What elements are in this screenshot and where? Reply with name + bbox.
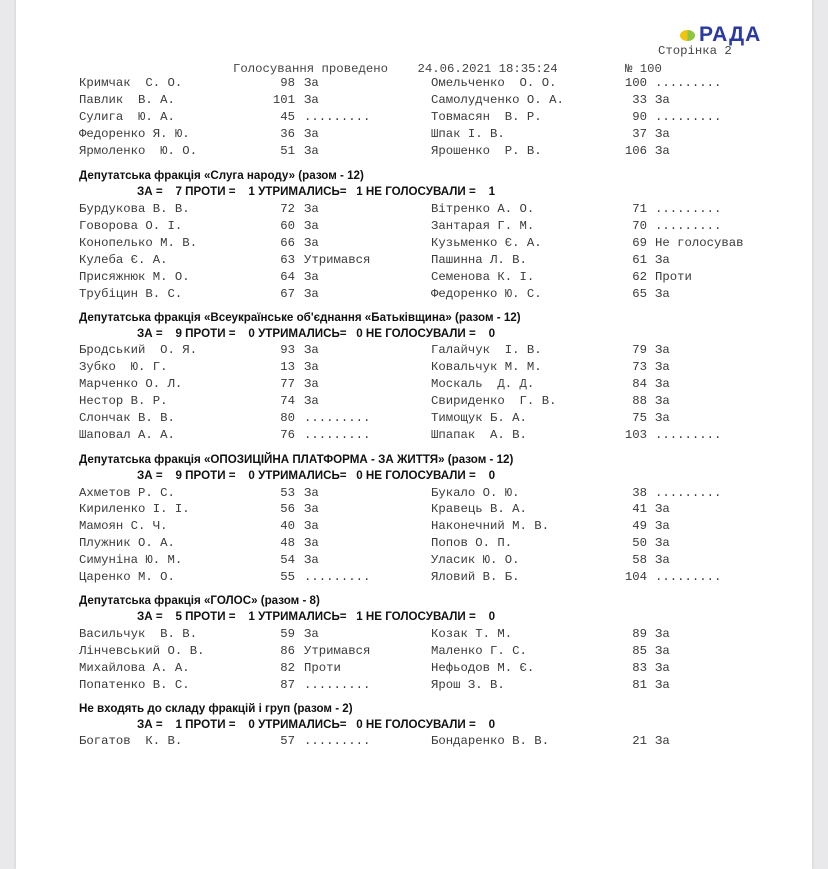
- deputy-vote: За: [655, 519, 670, 533]
- deputy-vote: За: [655, 144, 670, 158]
- deputy-seat-number: 60: [280, 219, 295, 233]
- deputy-vote: За: [304, 502, 319, 516]
- deputy-vote: За: [304, 519, 319, 533]
- deputy-name: Зубко Ю. Г.: [79, 360, 168, 374]
- deputy-vote: За: [655, 502, 670, 516]
- deputy-name: Нестор В. Р.: [79, 394, 168, 408]
- deputy-seat-number: 64: [280, 270, 295, 284]
- deputy-seat-number: 45: [280, 110, 295, 124]
- deputy-vote: За: [304, 343, 319, 357]
- deputy-name: Бродський О. Я.: [79, 343, 198, 357]
- deputy-name: Сулига Ю. А.: [79, 110, 175, 124]
- deputy-vote: За: [655, 360, 670, 374]
- deputy-seat-number: 104: [624, 570, 647, 584]
- faction-title: Не входять до складу фракцій і груп (разом - 2): [79, 702, 353, 715]
- deputy-vote: За: [304, 287, 319, 301]
- deputy-name: Ярошенко Р. В.: [431, 144, 542, 158]
- vote-results-page: [16, 0, 812, 869]
- deputy-seat-number: 40: [280, 519, 295, 533]
- deputy-vote: За: [655, 536, 670, 550]
- deputy-vote: За: [655, 411, 670, 425]
- deputy-vote: Утримався: [304, 644, 371, 658]
- deputy-name: Мамоян С. Ч.: [79, 519, 168, 533]
- deputy-seat-number: 69: [632, 236, 647, 250]
- deputy-seat-number: 13: [280, 360, 295, 374]
- deputy-name: Плужник О. А.: [79, 536, 175, 550]
- deputy-seat-number: 100: [624, 76, 647, 90]
- faction-title: Депутатська фракція «Слуга народу» (разом - 12): [79, 169, 364, 182]
- page-number: Сторінка 2: [658, 44, 732, 58]
- deputy-vote: За: [655, 93, 670, 107]
- deputy-vote: За: [304, 144, 319, 158]
- deputy-name: Попов О. П.: [431, 536, 513, 550]
- deputy-name: Кириленко І. І.: [79, 502, 190, 516]
- deputy-seat-number: 51: [280, 144, 295, 158]
- faction-vote-summary: ЗА = 9 ПРОТИ = 0 УТРИМАЛИСЬ= 0 НЕ ГОЛОСУВАЛИ = 0: [137, 469, 496, 482]
- deputy-vote: За: [304, 377, 319, 391]
- deputy-name: Присяжнюк М. О.: [79, 270, 190, 284]
- deputy-name: Самолудченко О. А.: [431, 93, 564, 107]
- deputy-vote: За: [655, 287, 670, 301]
- deputy-vote: .........: [304, 428, 371, 442]
- deputy-vote: .........: [655, 570, 722, 584]
- faction-vote-summary: ЗА = 1 ПРОТИ = 0 УТРИМАЛИСЬ= 0 НЕ ГОЛОСУВАЛИ = 0: [137, 718, 496, 731]
- deputy-seat-number: 48: [280, 536, 295, 550]
- logo-emblem-icon: [680, 30, 695, 41]
- faction-title: Депутатська фракція «ОПОЗИЦІЙНА ПЛАТФОРМА - ЗА ЖИТТЯ» (разом - 12): [79, 453, 514, 466]
- deputy-name: Яловий В. Б.: [431, 570, 520, 584]
- deputy-seat-number: 87: [280, 678, 295, 692]
- deputy-seat-number: 85: [632, 644, 647, 658]
- deputy-seat-number: 50: [632, 536, 647, 550]
- deputy-seat-number: 57: [280, 734, 295, 748]
- deputy-vote: .........: [304, 678, 371, 692]
- deputy-name: Козак Т. М.: [431, 627, 513, 641]
- deputy-vote: .........: [304, 411, 371, 425]
- deputy-name: Бурдукова В. В.: [79, 202, 190, 216]
- deputy-name: Москаль Д. Д.: [431, 377, 535, 391]
- deputy-name: Говорова О. І.: [79, 219, 183, 233]
- deputy-vote: .........: [655, 202, 722, 216]
- deputy-name: Товмасян В. Р.: [431, 110, 542, 124]
- deputy-name: Царенко М. О.: [79, 570, 175, 584]
- deputy-vote: .........: [655, 110, 722, 124]
- deputy-seat-number: 80: [280, 411, 295, 425]
- deputy-vote: Проти: [655, 270, 692, 284]
- deputy-seat-number: 88: [632, 394, 647, 408]
- deputy-vote: За: [655, 127, 670, 141]
- deputy-vote: .........: [304, 570, 371, 584]
- deputy-vote: За: [304, 270, 319, 284]
- deputy-vote: За: [304, 553, 319, 567]
- deputy-name: Кравець В. А.: [431, 502, 527, 516]
- deputy-seat-number: 89: [632, 627, 647, 641]
- deputy-seat-number: 82: [280, 661, 295, 675]
- deputy-name: Павлик В. А.: [79, 93, 175, 107]
- deputy-name: Ахметов Р. С.: [79, 486, 175, 500]
- deputy-seat-number: 76: [280, 428, 295, 442]
- deputy-vote: .........: [655, 76, 722, 90]
- deputy-vote: За: [655, 394, 670, 408]
- deputy-vote: За: [655, 734, 670, 748]
- deputy-seat-number: 73: [632, 360, 647, 374]
- deputy-seat-number: 103: [624, 428, 647, 442]
- deputy-vote: За: [304, 536, 319, 550]
- deputy-vote: За: [304, 394, 319, 408]
- deputy-vote: За: [304, 127, 319, 141]
- deputy-name: Омельченко О. О.: [431, 76, 557, 90]
- deputy-seat-number: 49: [632, 519, 647, 533]
- deputy-seat-number: 66: [280, 236, 295, 250]
- deputy-vote: За: [304, 627, 319, 641]
- deputy-vote: За: [655, 627, 670, 641]
- deputy-name: Зантарая Г. М.: [431, 219, 535, 233]
- deputy-vote: За: [655, 553, 670, 567]
- deputy-name: Свириденко Г. В.: [431, 394, 557, 408]
- deputy-seat-number: 75: [632, 411, 647, 425]
- deputy-seat-number: 93: [280, 343, 295, 357]
- vote-timestamp: Голосування проведено 24.06.2021 18:35:24: [233, 62, 558, 76]
- deputy-seat-number: 84: [632, 377, 647, 391]
- faction-vote-summary: ЗА = 7 ПРОТИ = 1 УТРИМАЛИСЬ= 1 НЕ ГОЛОСУВАЛИ = 1: [137, 185, 496, 198]
- deputy-name: Ярош З. В.: [431, 678, 505, 692]
- deputy-seat-number: 81: [632, 678, 647, 692]
- deputy-name: Галайчук І. В.: [431, 343, 542, 357]
- deputy-name: Лінчевський О. В.: [79, 644, 205, 658]
- deputy-vote: За: [655, 253, 670, 267]
- deputy-seat-number: 74: [280, 394, 295, 408]
- deputy-vote: За: [655, 644, 670, 658]
- deputy-seat-number: 21: [632, 734, 647, 748]
- deputy-seat-number: 90: [632, 110, 647, 124]
- deputy-seat-number: 62: [632, 270, 647, 284]
- deputy-vote: За: [304, 93, 319, 107]
- deputy-name: Маленко Г. С.: [431, 644, 527, 658]
- deputy-seat-number: 63: [280, 253, 295, 267]
- deputy-name: Шпапак А. В.: [431, 428, 527, 442]
- deputy-seat-number: 56: [280, 502, 295, 516]
- deputy-vote: Не голосував: [655, 236, 744, 250]
- deputy-seat-number: 53: [280, 486, 295, 500]
- deputy-seat-number: 101: [272, 93, 295, 107]
- deputy-name: Ярмоленко Ю. О.: [79, 144, 198, 158]
- deputy-seat-number: 65: [632, 287, 647, 301]
- deputy-name: Симуніна Ю. М.: [79, 553, 183, 567]
- deputy-name: Тимощук Б. А.: [431, 411, 527, 425]
- deputy-vote: Проти: [304, 661, 341, 675]
- deputy-vote: За: [304, 236, 319, 250]
- deputy-vote: .........: [304, 110, 371, 124]
- deputy-seat-number: 38: [632, 486, 647, 500]
- deputy-vote: За: [304, 219, 319, 233]
- deputy-vote: За: [655, 678, 670, 692]
- deputy-seat-number: 67: [280, 287, 295, 301]
- deputy-name: Пашинна Л. В.: [431, 253, 527, 267]
- deputy-name: Федоренко Ю. С.: [431, 287, 542, 301]
- deputy-seat-number: 58: [632, 553, 647, 567]
- deputy-vote: .........: [655, 486, 722, 500]
- deputy-name: Богатов К. В.: [79, 734, 183, 748]
- rada-logo: [680, 24, 761, 46]
- deputy-vote: За: [655, 377, 670, 391]
- deputy-name: Вітренко А. О.: [431, 202, 535, 216]
- deputy-vote: Утримався: [304, 253, 371, 267]
- deputy-seat-number: 98: [280, 76, 295, 90]
- deputy-seat-number: 59: [280, 627, 295, 641]
- deputy-seat-number: 41: [632, 502, 647, 516]
- deputy-seat-number: 54: [280, 553, 295, 567]
- faction-title: Депутатська фракція «Всеукраїнське об'єднання «Батьківщина» (разом - 12): [79, 311, 521, 324]
- deputy-name: Слончак В. В.: [79, 411, 175, 425]
- deputy-name: Кулеба Є. А.: [79, 253, 168, 267]
- deputy-seat-number: 61: [632, 253, 647, 267]
- faction-vote-summary: ЗА = 9 ПРОТИ = 0 УТРИМАЛИСЬ= 0 НЕ ГОЛОСУВАЛИ = 0: [137, 327, 496, 340]
- deputy-seat-number: 72: [280, 202, 295, 216]
- deputy-seat-number: 36: [280, 127, 295, 141]
- deputy-name: Попатенко В. С.: [79, 678, 190, 692]
- deputy-name: Бондаренко В. В.: [431, 734, 550, 748]
- deputy-vote: .........: [655, 219, 722, 233]
- deputy-name: Марченко О. Л.: [79, 377, 183, 391]
- document-number: № 100: [625, 62, 662, 76]
- deputy-name: Шпак І. В.: [431, 127, 505, 141]
- deputy-vote: За: [304, 202, 319, 216]
- deputy-name: Михайлова А. А.: [79, 661, 190, 675]
- deputy-vote: За: [655, 661, 670, 675]
- deputy-seat-number: 33: [632, 93, 647, 107]
- deputy-vote: .........: [304, 734, 371, 748]
- deputy-seat-number: 86: [280, 644, 295, 658]
- deputy-seat-number: 71: [632, 202, 647, 216]
- deputy-name: Нефьодов М. Є.: [431, 661, 535, 675]
- deputy-vote: За: [304, 486, 319, 500]
- deputy-seat-number: 70: [632, 219, 647, 233]
- deputy-seat-number: 55: [280, 570, 295, 584]
- deputy-name: Наконечний М. В.: [431, 519, 550, 533]
- deputy-vote: За: [304, 76, 319, 90]
- deputy-name: Васильчук В. В.: [79, 627, 198, 641]
- deputy-seat-number: 37: [632, 127, 647, 141]
- deputy-name: Кузьменко Є. А.: [431, 236, 542, 250]
- deputy-vote: За: [655, 343, 670, 357]
- deputy-name: Федоренко Я. Ю.: [79, 127, 190, 141]
- deputy-seat-number: 79: [632, 343, 647, 357]
- deputy-seat-number: 83: [632, 661, 647, 675]
- deputy-name: Семенова К. І.: [431, 270, 535, 284]
- deputy-seat-number: 77: [280, 377, 295, 391]
- deputy-name: Конопелько М. В.: [79, 236, 198, 250]
- deputy-name: Уласик Ю. О.: [431, 553, 520, 567]
- logo-text: РАДА: [699, 23, 762, 46]
- deputy-name: Ковальчук М. М.: [431, 360, 542, 374]
- deputy-name: Букало О. Ю.: [431, 486, 520, 500]
- deputy-name: Шаповал А. А.: [79, 428, 175, 442]
- deputy-name: Трубіцин В. С.: [79, 287, 183, 301]
- deputy-vote: За: [304, 360, 319, 374]
- faction-vote-summary: ЗА = 5 ПРОТИ = 1 УТРИМАЛИСЬ= 1 НЕ ГОЛОСУВАЛИ = 0: [137, 610, 496, 623]
- deputy-vote: .........: [655, 428, 722, 442]
- deputy-seat-number: 106: [624, 144, 647, 158]
- deputy-name: Кримчак С. О.: [79, 76, 183, 90]
- faction-title: Депутатська фракція «ГОЛОС» (разом - 8): [79, 594, 320, 607]
